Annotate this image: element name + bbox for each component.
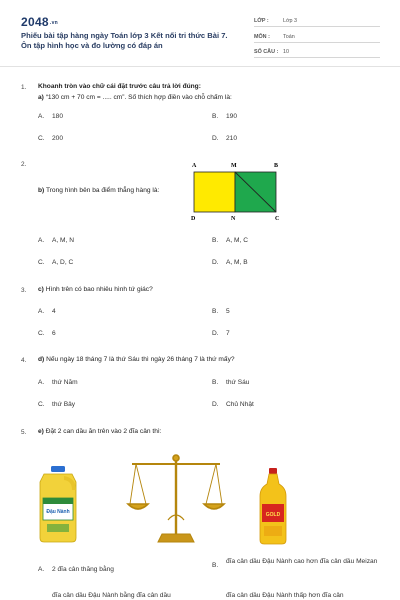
question-body: Hình trên có bao nhiêu hình tứ giác? (45, 286, 153, 293)
q4-option-d[interactable]: D. Chủ Nhật (212, 401, 254, 408)
question-body: Nếu ngày 18 tháng 7 là thứ Sáu thì ngày 26 tháng 7 là thứ mấy? (46, 356, 235, 363)
meta-subject (254, 30, 380, 43)
q2-option-d[interactable]: D. A, M, B (212, 259, 248, 266)
meizan-oil-bottle-image (258, 466, 288, 546)
yellow-square (194, 172, 235, 212)
point-d: D (191, 216, 196, 222)
meta-class (254, 14, 380, 27)
balance-scale-image (126, 450, 226, 550)
question-number: 2. (21, 161, 27, 168)
question-body: “130 cm + 70 cm = ..... cm”. Số thích hợp điền vào chỗ chấm là: (45, 94, 232, 101)
q1-option-b[interactable]: B. 190 (212, 113, 238, 120)
question-body: Trong hình bên ba điểm thẳng hàng là: (45, 187, 160, 194)
bottle-cap-icon (269, 468, 277, 474)
worksheet-title (21, 31, 246, 51)
q4-option-a[interactable]: A. thứ Năm (38, 379, 78, 386)
point-c: C (275, 216, 280, 222)
question-number: 5. (21, 429, 27, 436)
q2-option-b[interactable]: B. A, M, C (212, 237, 248, 244)
question-number: 4. (21, 357, 27, 364)
question-5-text (38, 427, 162, 436)
title-line-1: Phiếu bài tập hàng ngày Toán lớp 3 Kết nối tri thức Bài 7. (21, 31, 228, 40)
question-instruction: Khoanh tròn vào chữ cái đặt trước câu trả lời đúng: (38, 83, 201, 90)
q3-option-c[interactable]: C. 6 (38, 330, 56, 337)
meta-class-key: LỚP : (254, 18, 269, 24)
point-b: B (274, 163, 279, 169)
header-divider (0, 66, 400, 67)
q3-option-a[interactable]: A. 4 (38, 308, 56, 315)
logo-suffix: .vn (49, 19, 59, 26)
q5-option-d[interactable]: đĩa cân dầu Đậu Nành thấp hơn đĩa cân (226, 592, 344, 599)
q4-option-c[interactable]: C. thứ Bảy (38, 401, 76, 408)
question-label: c) (38, 286, 44, 293)
question-label: e) (38, 428, 44, 435)
question-body: Đặt 2 can dầu ăn trên vào 2 đĩa cân thì: (45, 428, 162, 435)
question-label: d) (38, 356, 45, 363)
meta-subject-value: Toán (283, 34, 295, 40)
point-n: N (231, 216, 236, 222)
site-logo[interactable] (21, 15, 58, 29)
question-3-text (38, 285, 153, 294)
question-number: 1. (21, 84, 27, 91)
question-2-text (38, 186, 159, 195)
meta-count-value: 10 (283, 49, 289, 55)
q2-option-a[interactable]: A. A, M, N (38, 237, 74, 244)
worksheet-header (0, 0, 400, 66)
title-line-2: Ôn tập hình học và đo lường có đáp án (21, 41, 163, 50)
meta-count-key: SỐ CÂU : (254, 49, 279, 55)
point-m: M (231, 163, 237, 169)
q5-option-a[interactable]: A. 2 đĩa cân thăng bằng (38, 566, 114, 573)
q1-option-d[interactable]: D. 210 (212, 135, 238, 142)
question-number: 3. (21, 287, 27, 294)
meta-count (254, 45, 380, 58)
question-label: a) (38, 94, 44, 101)
right-bottle-label-text: GOLD (265, 512, 281, 518)
q5-option-c[interactable]: đĩa cân dầu Đậu Nành bằng đĩa cân dầu (52, 592, 171, 599)
soybean-oil-bottle-image (36, 464, 80, 544)
q4-option-b[interactable]: B. thứ Sáu (212, 379, 250, 386)
geometry-diagram (186, 158, 286, 222)
q1-option-c[interactable]: C. 200 (38, 135, 64, 142)
left-bottle-label-text: Đậu Nành (46, 509, 70, 515)
meta-subject-key: MÔN : (254, 34, 270, 40)
q3-option-b[interactable]: B. 5 (212, 308, 230, 315)
q1-option-a[interactable]: A. 180 (38, 113, 64, 120)
question-4-text (38, 355, 235, 364)
point-a: A (192, 163, 197, 169)
q3-option-d[interactable]: D. 7 (212, 330, 230, 337)
logo-main: 2048 (21, 15, 49, 29)
question-1-text (38, 93, 232, 102)
meta-class-value: Lớp 3 (283, 18, 298, 24)
scale-icon (128, 455, 224, 542)
q5-option-b[interactable]: B. đĩa cân dầu Đậu Nành cao hơn đĩa cân dầu Meizan (212, 558, 378, 569)
q2-option-c[interactable]: C. A, D, C (38, 259, 74, 266)
bottle-cap-icon (51, 466, 65, 472)
question-label: b) (38, 187, 45, 194)
